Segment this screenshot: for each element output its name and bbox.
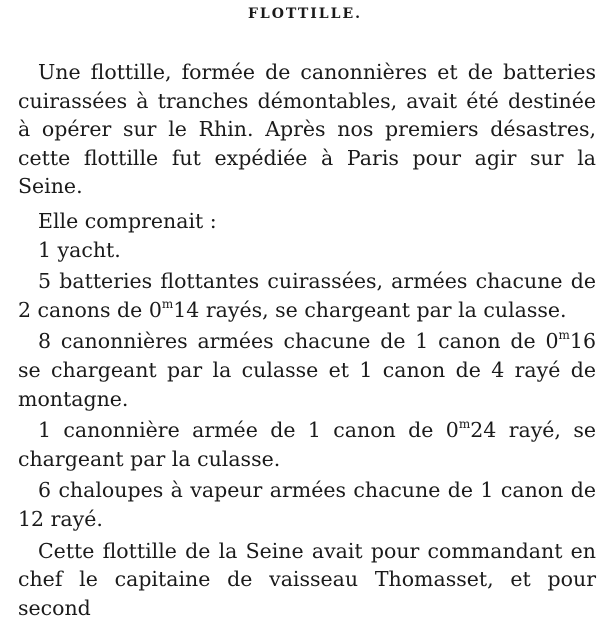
section-heading: FLOTTILLE. xyxy=(0,6,610,22)
paragraph-floating-batteries xyxy=(18,267,596,324)
superscript-unit: m xyxy=(559,328,570,342)
text-segment: 8 canonnières armées chacune de 1 canon de 0 xyxy=(38,329,559,353)
paragraph-composition-intro: Elle comprenait : xyxy=(18,207,596,236)
superscript-unit: m xyxy=(459,417,470,431)
paragraph-steam-launches: 6 chaloupes à vapeur armées chacune de 1 canon de 12 rayé. xyxy=(18,476,596,533)
paragraph-command: Cette flottille de la Seine avait pour commandant en chef le capitaine de vaisseau Thomasset, et pour second xyxy=(18,537,596,622)
paragraph-yacht: 1 yacht. xyxy=(18,236,596,265)
text-segment: 24 rayé, se chargeant par la culasse. xyxy=(18,418,596,471)
superscript-unit: m xyxy=(162,297,173,311)
paragraph-single-gunboat xyxy=(18,416,596,473)
text-segment: 14 rayés, se chargeant par la culasse. xyxy=(173,298,566,322)
text-segment: 5 batteries flottantes cuirassées, armées chacune de 2 canons de 0 xyxy=(18,269,596,322)
paragraph-flotilla-intro: Une flottille, formée de canonnières et de batteries cuirassées à tranches démontables, avait été destinée à opérer sur le Rhin. Après nos premiers désastres, cette flottille fut expédiée à Paris pour agir sur la Seine. xyxy=(18,58,596,201)
body-text xyxy=(18,58,596,622)
paragraph-gunboats xyxy=(18,327,596,413)
text-segment: 16 se chargeant par la culasse et 1 canon de 4 rayé de montagne. xyxy=(18,329,596,410)
text-segment: 1 canonnière armée de 1 canon de 0 xyxy=(38,418,459,442)
